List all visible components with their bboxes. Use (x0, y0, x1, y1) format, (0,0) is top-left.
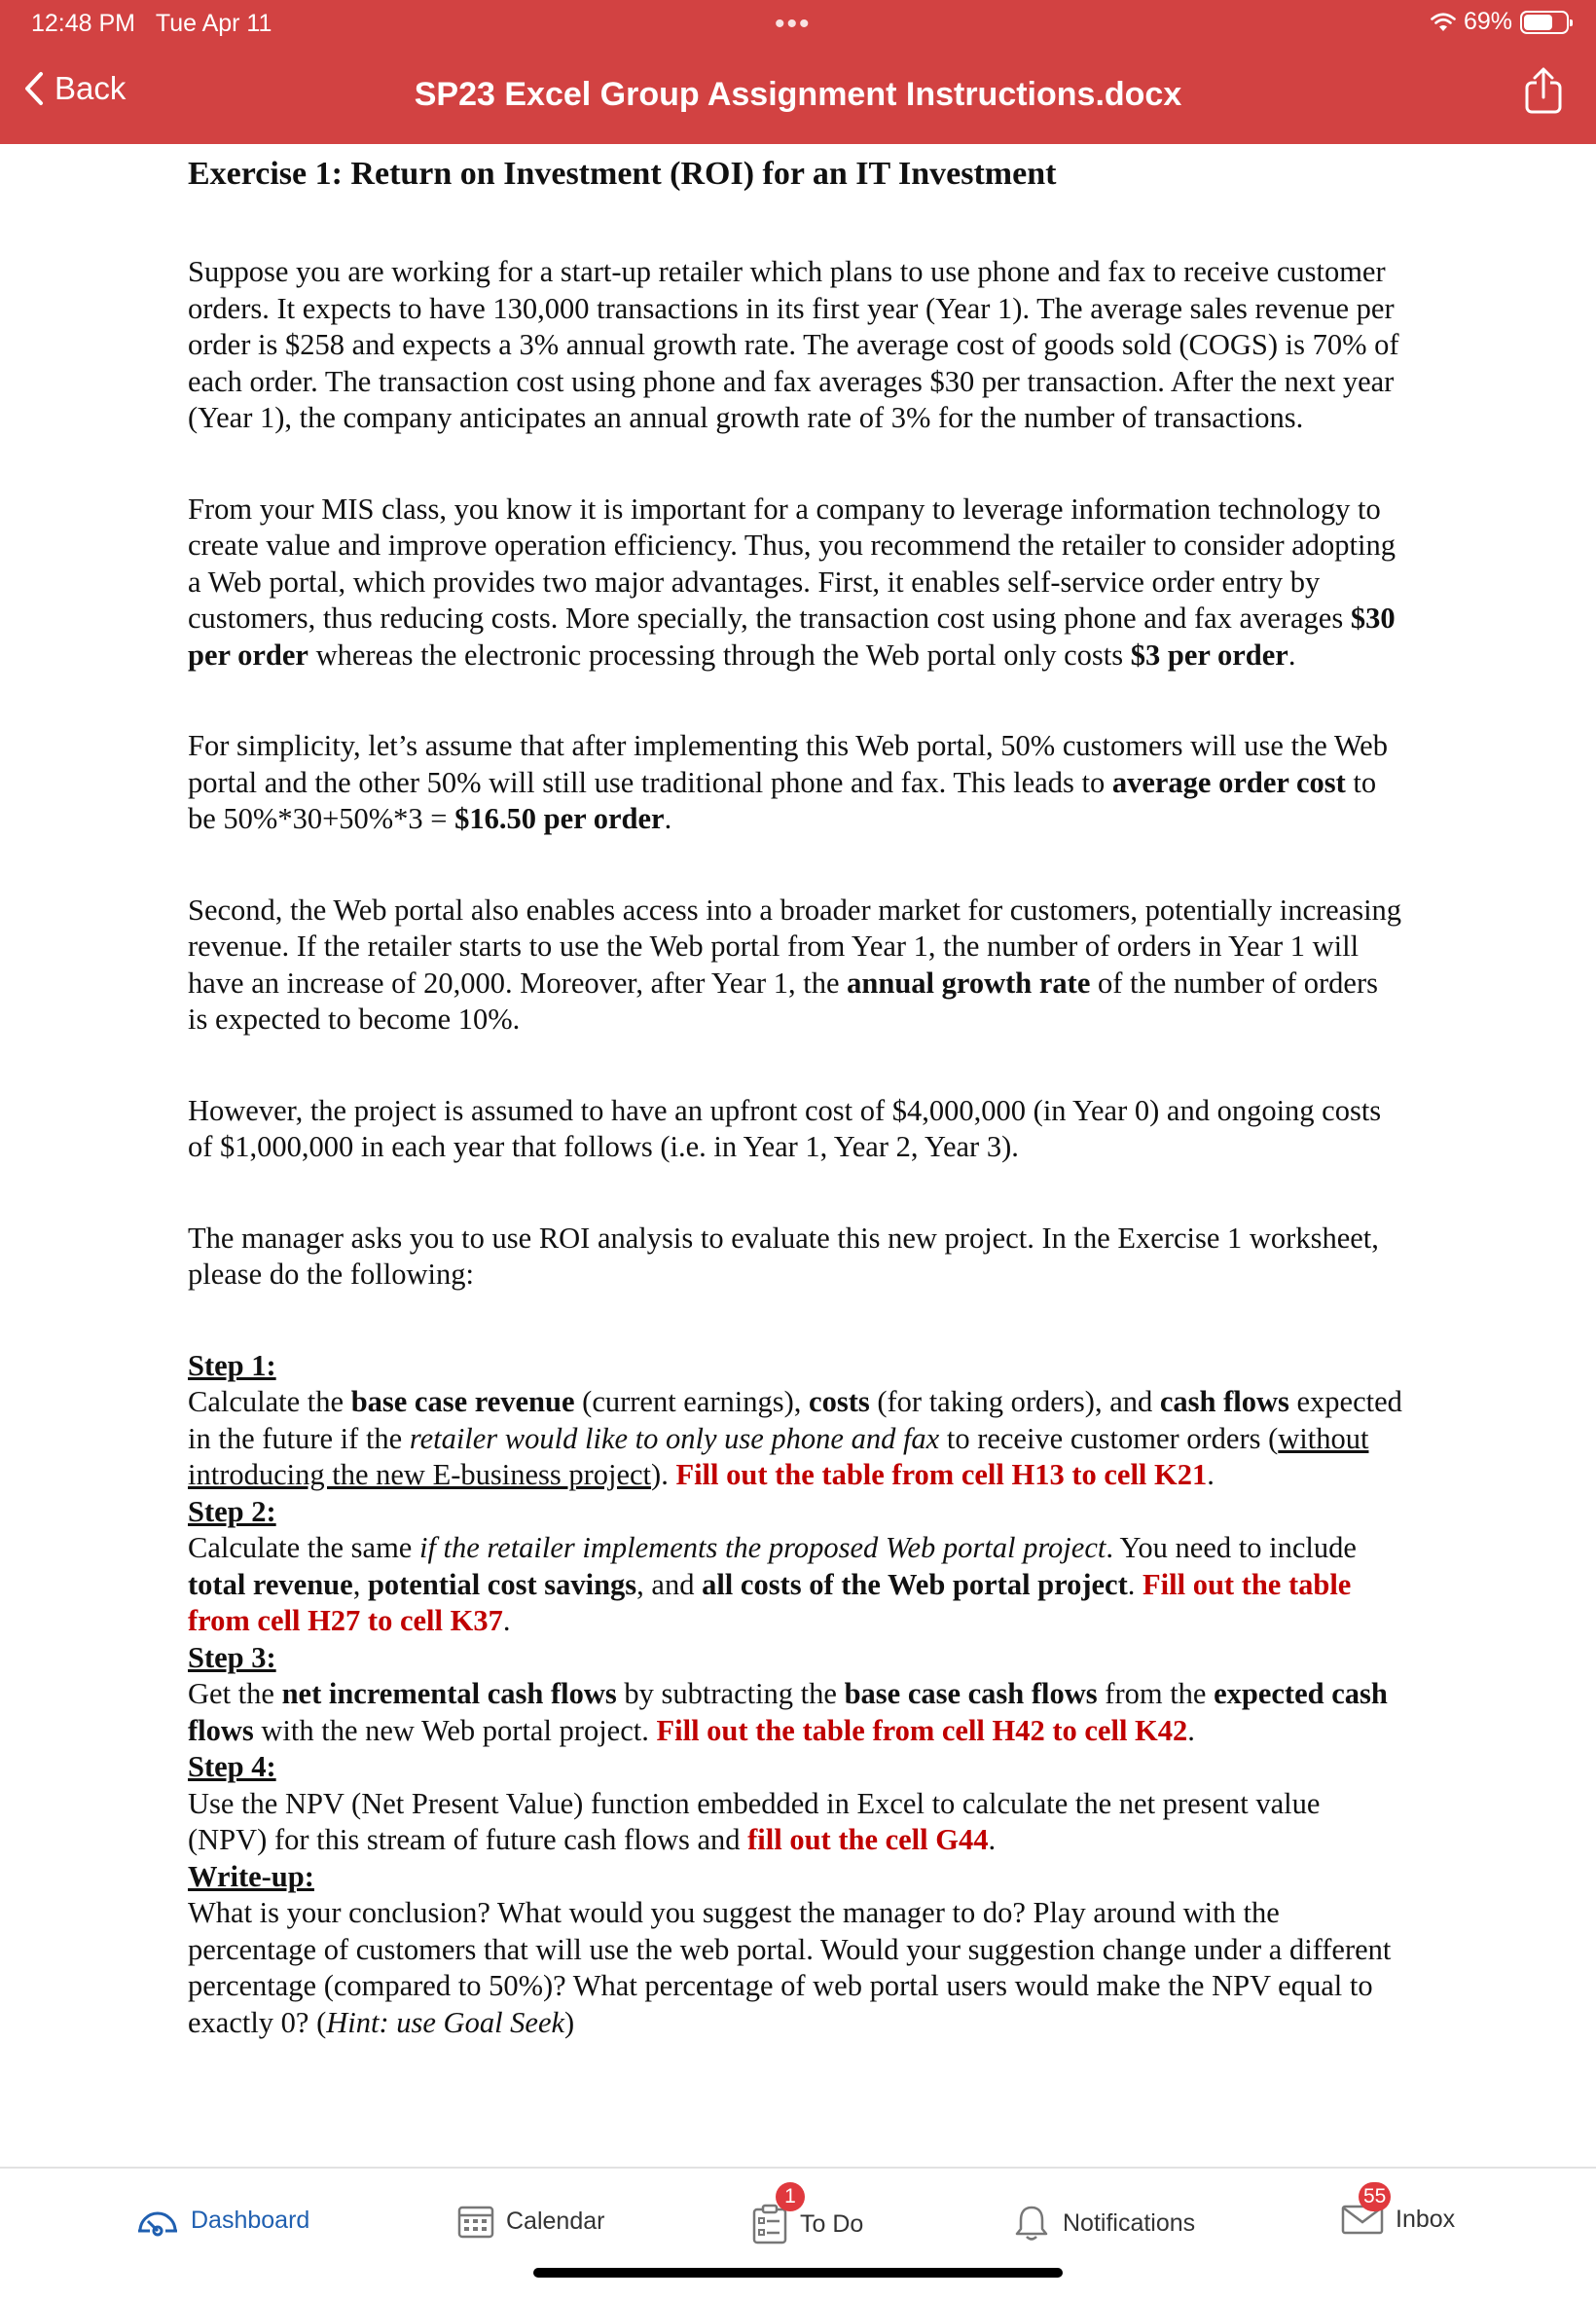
battery-percent: 69% (1463, 8, 1512, 35)
share-icon (1524, 66, 1563, 115)
dashboard-icon (136, 2204, 179, 2237)
exercise-heading: Exercise 1: Return on Investment (ROI) for an IT Investment (188, 156, 1057, 192)
step4-text: Use the NPV (Net Present Value) function embedded in Excel to calculate the net present value (NPV) for this stream of future cash flows and fill out the cell G44. (188, 1786, 1321, 1856)
back-label: Back (54, 70, 127, 106)
steps-section (188, 1348, 1404, 2042)
paragraph-scenario: Suppose you are working for a start-up retailer which plans to use phone and fax to receive customer orders. It expects to have 130,000 transactions in its first year (Year 1). The average sales revenue per order is $258 and expects a 3% annual growth rate. The average cost of goods sold (COGS) is 70% of each order. The transaction cost using phone and fax averages $30 per transaction. After the next year (Year 1), the company anticipates an annual growth rate of 3% for the number of transactions. (188, 255, 1399, 434)
tab-dashboard[interactable] (136, 2204, 309, 2237)
tab-notifications[interactable] (1012, 2204, 1195, 2243)
paragraph-instructions: The manager asks you to use ROI analysis to evaluate this new project. In the Exercise 1 worksheet, please do the following: (188, 1221, 1379, 1291)
status-right (1431, 8, 1569, 36)
status-time: 12:48 PM Tue Apr 11 (31, 10, 272, 37)
inbox-badge: 55 (1359, 2182, 1391, 2211)
todo-badge: 1 (776, 2182, 805, 2211)
tab-calendar[interactable] (457, 2204, 604, 2239)
bottom-tab-bar (0, 2167, 1596, 2299)
step1-text: Calculate the base case revenue (current earnings), costs (for taking orders), and cash flows expected in the future if the retailer would like to only use phone and fax to receive customer orders (without introducing the new E-business project). Fill out the table from cell H13 to cell K21. (188, 1385, 1402, 1491)
step3-title: Step 3: (188, 1640, 276, 1674)
share-button[interactable] (1524, 66, 1563, 120)
tab-dashboard-label: Dashboard (191, 2206, 310, 2234)
writeup-title: Write-up: (188, 1859, 314, 1893)
nav-bar (0, 58, 1596, 136)
tab-calendar-label: Calendar (506, 2207, 605, 2235)
paragraph-costs: However, the project is assumed to have an upfront cost of $4,000,000 (in Year 0) and ongoing costs of $1,000,000 in each year that follows (i.e. in Year 1, Year 2, Year 3). (188, 1093, 1382, 1163)
wifi-icon (1431, 13, 1456, 32)
calendar-icon (457, 2204, 494, 2239)
tab-todo[interactable] (751, 2204, 863, 2244)
document-title: SP23 Excel Group Assignment Instructions.docx (414, 76, 1182, 113)
document-body (188, 154, 1404, 2041)
paragraph-growth: Second, the Web portal also enables access into a broader market for customers, potentially increasing revenue. If the retailer starts to use the Web portal from Year 1, the number of orders in Year 1 will have an increase of 20,000. Moreover, after Year 1, the annual growth rate of the number of orders is expected to become 10%. (188, 893, 1402, 1036)
step4-title: Step 4: (188, 1750, 276, 1783)
paragraph-web-portal: From your MIS class, you know it is important for a company to leverage information technology to create value and improve operation efficiency. Thus, you recommend the retailer to consider adopting a Web portal, which provides two major advantages. First, it enables self-service order entry by customers, thus reducing costs. More specially, the transaction cost using phone and fax averages $30 per order whereas the electronic processing through the Web portal only costs $3 per order. (188, 492, 1396, 672)
chevron-left-icon (23, 71, 45, 106)
home-indicator (533, 2268, 1063, 2278)
battery-icon (1520, 11, 1569, 34)
tab-inbox[interactable] (1341, 2204, 1455, 2235)
step2-text: Calculate the same if the retailer implements the proposed Web portal project. You need to include total revenue, potential cost savings, and all costs of the Web portal project. Fill out the table from cell H27 to cell K37. (188, 1531, 1357, 1637)
app-header (0, 0, 1596, 144)
writeup-text: What is your conclusion? What would you suggest the manager to do? Play around with the percentage of customers that will use the web portal. Would your suggestion change under a different percentage (compared to 50%)? What percentage of web portal users would make the NPV equal to exactly 0? (Hint: use Goal Seek) (188, 1896, 1392, 2039)
step3-text: Get the net incremental cash flows by subtracting the base case cash flows from the expected cash flows with the new Web portal project. Fill out the table from cell H42 to cell K42. (188, 1677, 1388, 1747)
paragraph-average-cost: For simplicity, let’s assume that after implementing this Web portal, 50% customers will use the Web portal and the other 50% will still use traditional phone and fax. This leads to average order cost to be 50%*30+50%*3 = $16.50 per order. (188, 729, 1388, 835)
tab-notifications-label: Notifications (1063, 2208, 1196, 2237)
multitask-dots[interactable]: ••• (775, 8, 812, 40)
step1-title: Step 1: (188, 1348, 276, 1382)
tab-todo-label: To Do (800, 2209, 864, 2238)
tab-inbox-label: Inbox (1396, 2205, 1456, 2233)
step2-title: Step 2: (188, 1494, 276, 1528)
status-bar (0, 0, 1596, 49)
bell-icon (1012, 2204, 1051, 2243)
back-button[interactable] (23, 70, 126, 107)
